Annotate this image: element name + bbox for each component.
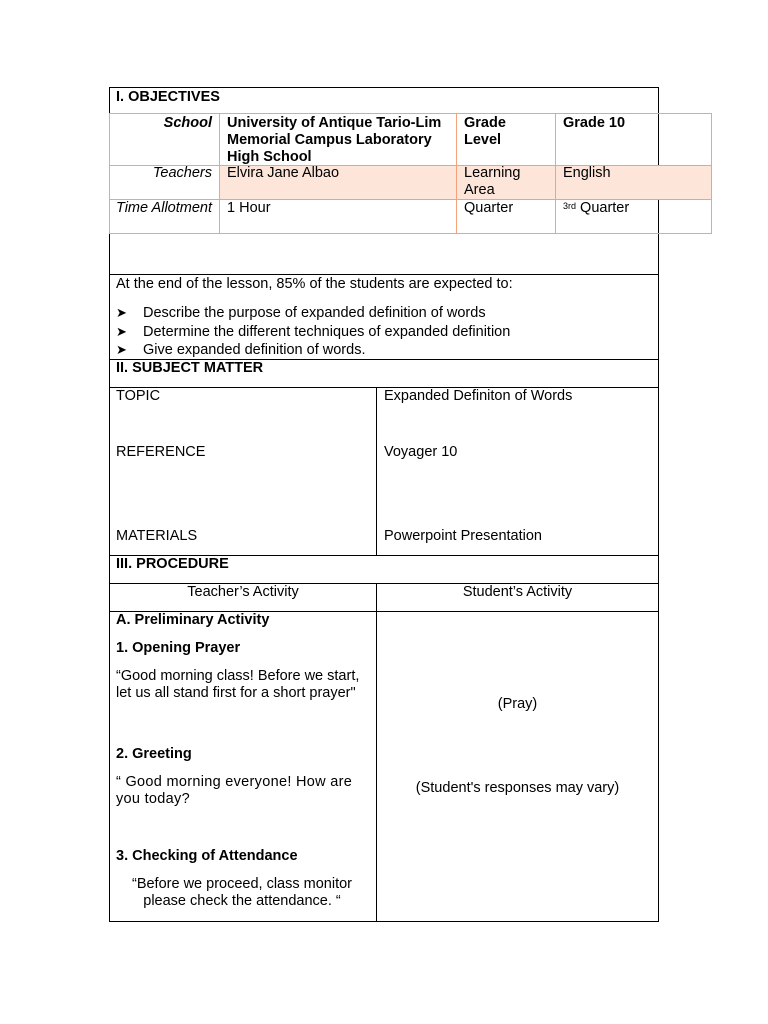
materials-value: Powerpoint Presentation [384, 528, 542, 544]
list-item: ➤ Give expanded definition of words. [116, 342, 366, 358]
teachers-label: Teachers [152, 165, 212, 181]
arrow-bullet-icon: ➤ [116, 305, 127, 320]
topic-value: Expanded Definiton of Words [384, 388, 573, 404]
time-allotment-label: Time Allotment [115, 200, 212, 216]
learning-area-value: English [563, 165, 611, 181]
school-label: School [163, 115, 212, 131]
grade-level-label: Grade Level [464, 115, 506, 148]
procedure-heading: III. PROCEDURE [116, 556, 229, 572]
attendance-text: “Before we proceed, class monitor please check the attendance. “ [131, 876, 352, 909]
student-activity-header: Student’s Activity [462, 584, 573, 600]
learning-area-label: Learning Area [464, 165, 521, 198]
prayer-response: (Pray) [497, 696, 538, 712]
quarter-superscript: 3rd [563, 201, 577, 211]
list-item: ➤ Determine the different techniques of expanded definition [116, 323, 511, 340]
quarter-word: Quarter [580, 200, 630, 216]
objectives-intro: At the end of the lesson, 85% of the students are expected to: [116, 276, 513, 292]
materials-label: MATERIALS [116, 528, 198, 544]
info-grid-line-v2 [456, 113, 457, 234]
column-divider [376, 583, 377, 922]
quarter-value [563, 200, 629, 217]
reference-value: Voyager 10 [384, 444, 458, 460]
attendance-heading: 3. Checking of Attendance [116, 848, 298, 864]
opening-prayer-heading: 1. Opening Prayer [116, 640, 241, 656]
column-divider [376, 387, 377, 555]
greeting-text: “ Good morning everyone! How are you today? [116, 774, 353, 807]
divider [109, 274, 659, 275]
school-value: University of Antique Tario-Lim Memorial Campus Laboratory High School [227, 115, 442, 165]
grade-level-value: Grade 10 [563, 115, 626, 131]
time-allotment-value: 1 Hour [227, 200, 271, 216]
opening-prayer-text: “Good morning class! Before we start, let us all stand first for a short prayer" [116, 668, 360, 701]
objectives-list [116, 304, 646, 360]
objectives-heading: I. OBJECTIVES [116, 89, 220, 105]
teachers-value: Elvira Jane Albao [227, 165, 340, 181]
preliminary-activity-heading: A. Preliminary Activity [116, 612, 270, 628]
greeting-heading: 2. Greeting [116, 746, 192, 762]
subject-matter-heading: II. SUBJECT MATTER [116, 360, 264, 376]
info-grid-line-v3 [555, 113, 556, 234]
topic-label: TOPIC [116, 388, 161, 404]
quarter-label: Quarter [464, 200, 514, 216]
greeting-response: (Student's responses may vary) [415, 780, 620, 796]
arrow-bullet-icon: ➤ [116, 323, 127, 339]
reference-label: REFERENCE [116, 444, 206, 460]
info-grid-line-v1 [219, 113, 220, 234]
teacher-activity-header: Teacher’s Activity [187, 584, 299, 600]
list-item: ➤ Describe the purpose of expanded definition of words [116, 305, 486, 321]
arrow-bullet-icon: ➤ [116, 342, 127, 357]
